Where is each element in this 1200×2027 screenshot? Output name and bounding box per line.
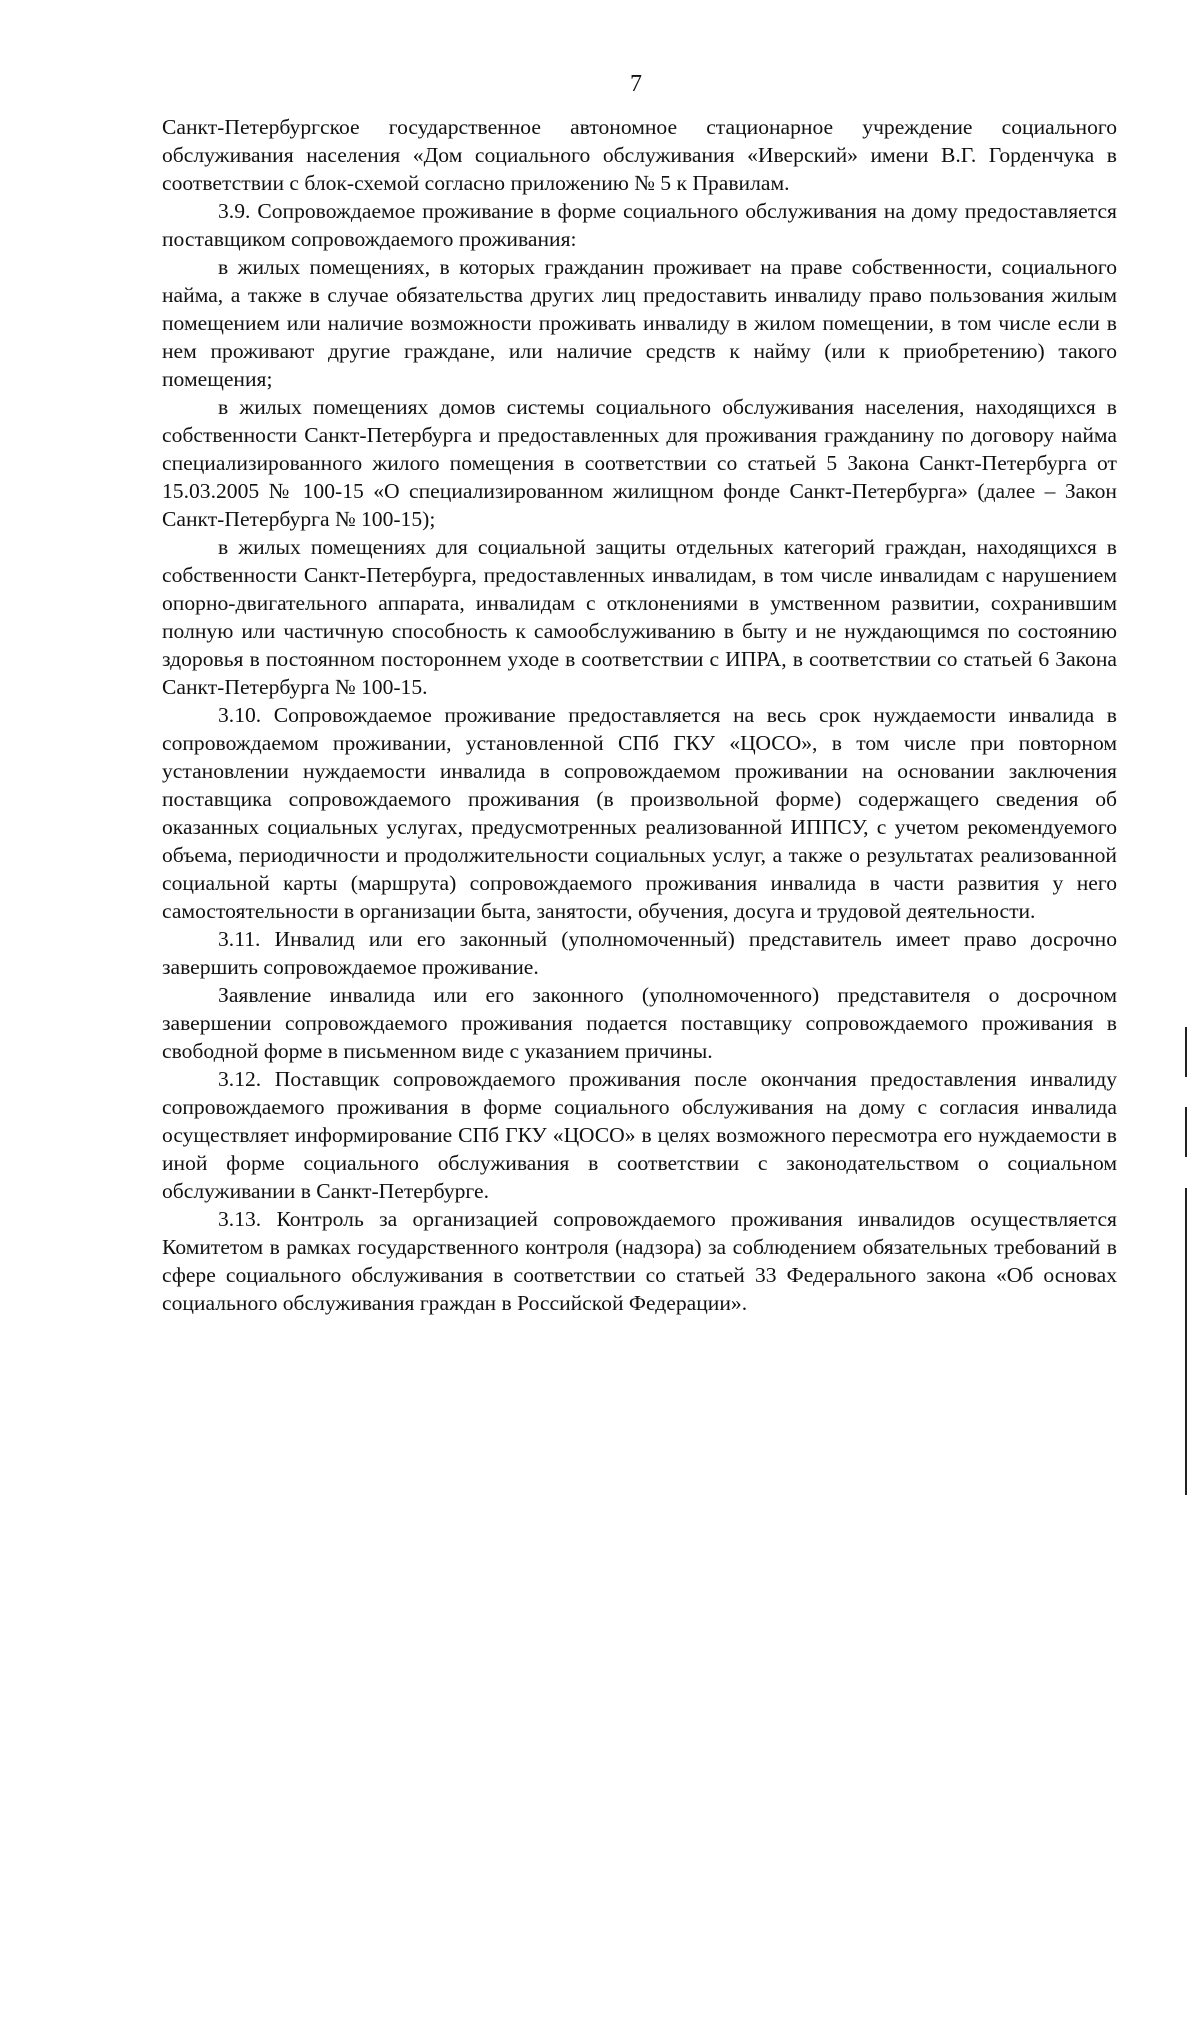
- document-body: [162, 113, 1117, 1317]
- page-number: 7: [630, 71, 642, 97]
- paragraph-3-11: 3.11. Инвалид или его законный (уполномоченный) представитель имеет право досрочно завершить сопровождаемое проживание.: [162, 927, 1117, 979]
- margin-scan-line: [1185, 1027, 1187, 1077]
- paragraph-3-9-item-2: в жилых помещениях домов системы социального обслуживания населения, находящихся в собственности Санкт-Петербурга и предоставленных для проживания гражданину по договору найма специализированного жилого помещения в соответствии со статьей 5 Закона Санкт-Петербурга от 15.03.2005 № 100-15 «О специализированном жилищном фонде Санкт-Петербурга» (далее – Закон Санкт-Петербурга № 100-15);: [162, 395, 1117, 531]
- margin-scan-line: [1185, 1188, 1187, 1495]
- paragraph-3-12: 3.12. Поставщик сопровождаемого проживания после окончания предоставления инвалиду сопровождаемого проживания в форме социального обслуживания на дому с согласия инвалида осуществляет информирование СПб ГКУ «ЦОСО» в целях возможного пересмотра его нуждаемости в иной форме социального обслуживания в соответствии с законодательством о социальном обслуживании в Санкт-Петербурге.: [162, 1067, 1117, 1203]
- paragraph-3-10: 3.10. Сопровождаемое проживание предоставляется на весь срок нуждаемости инвалида в сопровождаемом проживании, установленной СПб ГКУ «ЦОСО», в том числе при повторном установлении нуждаемости инвалида в сопровождаемом проживании на основании заключения поставщика сопровождаемого проживания (в произвольной форме) содержащего сведения об оказанных социальных услугах, предусмотренных реализованной ИППСУ, с учетом рекомендуемого объема, периодичности и продолжительности социальных услуг, а также о результатах реализованной социальной карты (маршрута) сопровождаемого проживания инвалида в части развития у него самостоятельности в организации быта, занятости, обучения, досуга и трудовой деятельности.: [162, 703, 1117, 923]
- margin-scan-line: [1185, 1107, 1187, 1157]
- paragraph-3-9: 3.9. Сопровождаемое проживание в форме социального обслуживания на дому предоставляется поставщиком сопровождаемого проживания:: [162, 199, 1117, 251]
- paragraph-3-13: 3.13. Контроль за организацией сопровождаемого проживания инвалидов осуществляется Комитетом в рамках государственного контроля (надзора) за соблюдением обязательных требований в сфере социального обслуживания в соответствии со статьей 33 Федерального закона «Об основах социального обслуживания граждан в Российской Федерации».: [162, 1207, 1117, 1315]
- paragraph-continuation: Санкт-Петербургское государственное автономное стационарное учреждение социального обслуживания населения «Дом социального обслуживания «Иверский» имени В.Г. Горденчука в соответствии с блок-схемой согласно приложению № 5 к Правилам.: [162, 115, 1117, 195]
- paragraph-3-9-item-1: в жилых помещениях, в которых гражданин проживает на праве собственности, социального найма, а также в случае обязательства других лиц предоставить инвалиду право пользования жилым помещением или наличие возможности проживать инвалиду в жилом помещении, в том числе если в нем проживают другие граждане, или наличие средств к найму (или к приобретению) такого помещения;: [162, 255, 1117, 391]
- paragraph-3-11-application: Заявление инвалида или его законного (уполномоченного) представителя о досрочном завершении сопровождаемого проживания подается поставщику сопровождаемого проживания в свободной форме в письменном виде с указанием причины.: [162, 983, 1117, 1063]
- paragraph-3-9-item-3: в жилых помещениях для социальной защиты отдельных категорий граждан, находящихся в собственности Санкт-Петербурга, предоставленных инвалидам, в том числе инвалидам с нарушением опорно-двигательного аппарата, инвалидам с отклонениями в умственном развитии, сохранившим полную или частичную способность к самообслуживанию в быту и не нуждающимся по состоянию здоровья в постоянном постороннем уходе в соответствии с ИПРА, в соответствии со статьей 6 Закона Санкт-Петербурга № 100-15.: [162, 535, 1117, 699]
